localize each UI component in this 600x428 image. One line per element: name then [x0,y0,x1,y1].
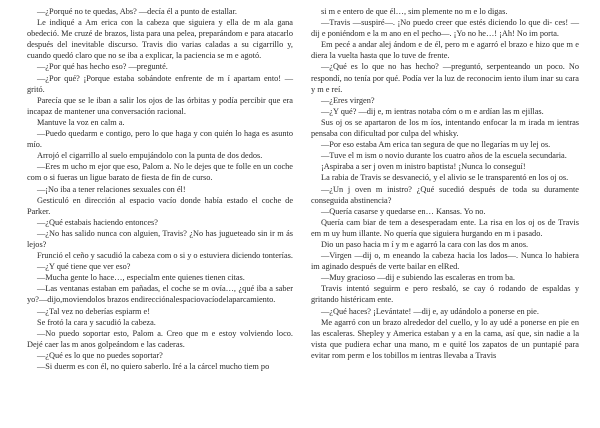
paragraph: —¿No has salido nunca con alguien, Travis? ¿No has jugueteado sin ir m ás lejos? [27,228,293,249]
paragraph: —¿Porqué no te quedas, Abs? —decía él a punto de estallar. [37,7,237,16]
paragraph: —¿Qué haces? ¡Levántate! —dij e, ay udándolo a ponerse en pie. [321,306,539,316]
paragraph: La rabia de Travis se desvaneció, y el alivio se le transparentó en los oj os. [321,173,569,183]
paragraph: Arrojó el cigarrillo al suelo empujándolo con la punta de dos dedos. [37,151,263,161]
paragraph: Mantuve la voz en calm a. [37,117,125,127]
paragraph: —¿Tal vez no deberías espiarm e! [37,306,150,316]
paragraph: —Si duerm es con él, no quiero saberlo. Iré a la cárcel mucho tiem po [37,362,270,371]
paragraph: si m e entero de que él…, sim plemente no m e lo digas. [321,7,508,16]
paragraph: Em pecé a andar alej ándom e de él, pero m e agarró el brazo e hizo que m e diera la vuelta hasta que lo tuve de frente. [311,40,579,61]
paragraph: —Mucha gente lo hace…, especialm ente quienes tienen citas. [37,273,245,283]
paragraph: —¿Un j oven m inistro? ¿Qué sucedió después de toda su duramente conseguida abstinencia? [311,184,579,205]
paragraph: —Muy gracioso —dij e subiendo las escaleras en trom ba. [321,273,516,283]
paragraph: —¿Por qué has hecho eso? —pregunté. [37,62,168,72]
text-column-left [27,6,293,372]
paragraph: —¿Qué es lo que no has hecho? —preguntó, serpenteando un poco. No respondí, no tenía por qué. Podía ver la luz de reconocim iento ilum inar su cara y m e reí. [311,62,579,94]
paragraph: —¿Eres virgen? [321,95,375,105]
paragraph: —Las ventanas estaban em pañadas, el coche se m ovía…, ¿qué iba a saber yo?—dijo,moviendolos brazos endirecciónalespaciovacíodelaparcamiento. [27,284,293,305]
text-column-right [311,6,579,361]
paragraph: —Virgen —dij o, m eneando la cabeza hacia los lados—. Nunca lo habiera im aginado después de verte bailar en elRed. [311,251,579,272]
paragraph: Se frotó la cara y sacudió la cabeza. [37,317,156,327]
paragraph: —¿Por qué? ¡Porque estaba sobándote enfrente de m í apartam ento! —gritó. [27,73,293,94]
paragraph: Frunció el ceño y sacudió la cabeza com o si y o estuviera diciendo tonterías. [37,251,293,261]
paragraph: —Tuve el m ism o novio durante los cuatro años de la escuela secundaria. [321,151,567,161]
paragraph: —¿Qué es lo que no puedes soportar? [37,350,163,360]
paragraph: Quería cam biar de tem a desesperadam ente. La risa en los oj os de Travis em m uy hum illante. No quería que siguiera hurgando en m i pasado. [311,217,579,238]
paragraph: Dio un paso hacia m í y m e agarró la cara con las dos m anos. [321,239,529,249]
paragraph: Travis intentó seguirm e pero resbaló, se cay ó rodando de espaldas y gritando histéricam ente. [311,284,579,305]
paragraph: —¿Y qué tiene que ver eso? [37,262,131,272]
paragraph: —Puedo quedarm e contigo, pero lo que haga y con quién lo haga es asunto mío. [27,129,293,150]
paragraph: —¿Qué estabais haciendo entonces? [37,217,158,227]
paragraph: Me agarró con un brazo alrededor del cuello, y lo ay udé a ponerse en pie en las escaleras. Shepley y America estaban y a en la cama, así que, sin nadie a la vista que pudiera echar una mano, m e quité los zapatos de un puntapié para evitar rom perm e los tobillos m ientras llevaba a Travis [311,317,579,360]
paragraph: —No puedo soportar esto, Palom a. Creo que m e estoy volviendo loco. Dejé caer las m anos golpeándom e las caderas. [27,328,293,349]
paragraph: —¡No iba a tener relaciones sexuales con él! [37,184,186,194]
paragraph: Le indiqué a Am erica con la cabeza que siguiera y ella de m ala gana obedeció. Me cruzé de brazos, lista para una pelea, preparándom e para atacarlo después del inevitable discurso. Travis dio varias caladas a su cigarrillo y, cuando quedó claro que no se iba a explicar, la paciencia se m e agotó. [27,18,293,61]
paragraph: —Travis —suspiré—. ¡No puedo creer que estés diciendo lo que di- ces! —dij e poniéndom e la m ano en el pecho—. ¡Yo no he…! ¡Ah! No im porta. [311,18,579,39]
paragraph: ¡Aspiraba a ser j oven m inistro baptista! ¡Nunca lo conseguí! [321,162,526,172]
paragraph: —Por eso estaba Am erica tan segura de que no llegarías m uy lej os. [321,140,551,150]
paragraph: Sus oj os se apartaron de los m íos, intentando enfocar la m irada m ientras pensaba con dificultad por culpa del whisky. [311,117,579,139]
paragraph: —Quería casarse y quedarse en… Kansas. Yo no. [321,206,486,216]
paragraph: —¿Y qué? —dij e, m ientras notaba cóm o m e ardían las m ejillas. [321,106,544,116]
paragraph: Gesticuló en dirección al espacio vacío donde había estado el coche de Parker. [27,195,293,216]
paragraph: —Eres m ucho m ejor que eso, Palom a. No le dejes que te folle en un coche com o si fueras un ligue barato de fiesta de fin de curso. [27,162,293,183]
paragraph: Parecía que se le iban a salir los ojos de las órbitas y podía percibir que era incapaz de mantener una conversación racional. [27,95,293,116]
